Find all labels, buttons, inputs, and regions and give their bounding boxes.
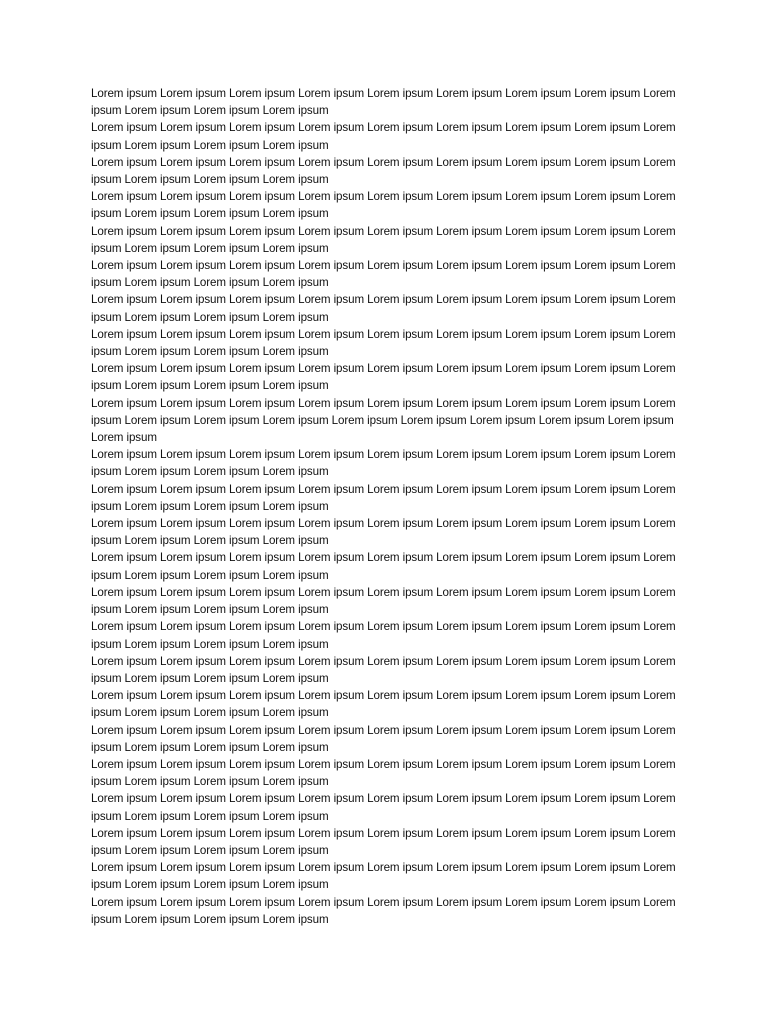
paragraph-18: Lorem ipsum Lorem ipsum Lorem ipsum Lorem ipsum Lorem ipsum Lorem ipsum Lorem ipsum Lorem ipsum Lorem ipsum Lorem ipsum Lorem ipsum Lorem ipsum [91,689,676,720]
paragraph-21: Lorem ipsum Lorem ipsum Lorem ipsum Lorem ipsum Lorem ipsum Lorem ipsum Lorem ipsum Lorem ipsum Lorem ipsum Lorem ipsum Lorem ipsum Lorem ipsum [91,792,676,823]
paragraph-3: Lorem ipsum Lorem ipsum Lorem ipsum Lorem ipsum Lorem ipsum Lorem ipsum Lorem ipsum Lorem ipsum Lorem ipsum Lorem ipsum Lorem ipsum Lorem ipsum [91,155,676,187]
paragraph-15: Lorem ipsum Lorem ipsum Lorem ipsum Lorem ipsum Lorem ipsum Lorem ipsum Lorem ipsum Lorem ipsum Lorem ipsum Lorem ipsum Lorem ipsum Lorem ipsum [91,585,676,617]
paragraph-8: Lorem ipsum Lorem ipsum Lorem ipsum Lorem ipsum Lorem ipsum Lorem ipsum Lorem ipsum Lorem ipsum Lorem ipsum Lorem ipsum Lorem ipsum Lorem ipsum [91,327,676,359]
paragraph-11: Lorem ipsum Lorem ipsum Lorem ipsum Lorem ipsum Lorem ipsum Lorem ipsum Lorem ipsum Lorem ipsum Lorem ipsum Lorem ipsum Lorem ipsum Lorem ipsum [91,448,676,479]
paragraph-7: Lorem ipsum Lorem ipsum Lorem ipsum Lorem ipsum Lorem ipsum Lorem ipsum Lorem ipsum Lorem ipsum Lorem ipsum Lorem ipsum Lorem ipsum Lorem ipsum [91,293,676,324]
paragraph-23: Lorem ipsum Lorem ipsum Lorem ipsum Lorem ipsum Lorem ipsum Lorem ipsum Lorem ipsum Lorem ipsum Lorem ipsum Lorem ipsum Lorem ipsum Lorem ipsum [91,861,676,892]
paragraph-12: Lorem ipsum Lorem ipsum Lorem ipsum Lorem ipsum Lorem ipsum Lorem ipsum Lorem ipsum Lorem ipsum Lorem ipsum Lorem ipsum Lorem ipsum Lorem ipsum [91,482,676,513]
paragraph-19: Lorem ipsum Lorem ipsum Lorem ipsum Lorem ipsum Lorem ipsum Lorem ipsum Lorem ipsum Lorem ipsum Lorem ipsum Lorem ipsum Lorem ipsum Lorem ipsum [91,723,676,754]
paragraph-14: Lorem ipsum Lorem ipsum Lorem ipsum Lorem ipsum Lorem ipsum Lorem ipsum Lorem ipsum Lorem ipsum Lorem ipsum Lorem ipsum Lorem ipsum Lorem ipsum [91,551,676,582]
paragraph-9: Lorem ipsum Lorem ipsum Lorem ipsum Lorem ipsum Lorem ipsum Lorem ipsum Lorem ipsum Lorem ipsum Lorem ipsum Lorem ipsum Lorem ipsum Lorem ipsum [91,362,676,393]
paragraph-6: Lorem ipsum Lorem ipsum Lorem ipsum Lorem ipsum Lorem ipsum Lorem ipsum Lorem ipsum Lorem ipsum Lorem ipsum Lorem ipsum Lorem ipsum Lorem ipsum [91,259,676,290]
paragraph-2: Lorem ipsum Lorem ipsum Lorem ipsum Lorem ipsum Lorem ipsum Lorem ipsum Lorem ipsum Lorem ipsum Lorem ipsum Lorem ipsum Lorem ipsum Lorem ipsum [91,121,676,152]
paragraph-13: Lorem ipsum Lorem ipsum Lorem ipsum Lorem ipsum Lorem ipsum Lorem ipsum Lorem ipsum Lorem ipsum Lorem ipsum Lorem ipsum Lorem ipsum Lorem ipsum [91,517,676,548]
paragraph-24: Lorem ipsum Lorem ipsum Lorem ipsum Lorem ipsum Lorem ipsum Lorem ipsum Lorem ipsum Lorem ipsum Lorem ipsum Lorem ipsum Lorem ipsum Lorem ipsum [91,895,676,926]
paragraph-1: Lorem ipsum Lorem ipsum Lorem ipsum Lorem ipsum Lorem ipsum Lorem ipsum Lorem ipsum Lorem ipsum Lorem ipsum Lorem ipsum Lorem ipsum Lorem ipsum [91,87,676,118]
paragraph-10: Lorem ipsum Lorem ipsum Lorem ipsum Lorem ipsum Lorem ipsum Lorem ipsum Lorem ipsum Lorem ipsum Lorem ipsum Lorem ipsum Lorem ipsum Lorem ipsum Lorem ipsum Lorem ipsum Lorem ipsum Lorem ipsum Lorem ipsum Lorem ipsum [91,396,676,445]
paragraph-4: Lorem ipsum Lorem ipsum Lorem ipsum Lorem ipsum Lorem ipsum Lorem ipsum Lorem ipsum Lorem ipsum Lorem ipsum Lorem ipsum Lorem ipsum Lorem ipsum [91,190,676,221]
paragraph-17: Lorem ipsum Lorem ipsum Lorem ipsum Lorem ipsum Lorem ipsum Lorem ipsum Lorem ipsum Lorem ipsum Lorem ipsum Lorem ipsum Lorem ipsum Lorem ipsum [91,654,676,685]
paragraph-22: Lorem ipsum Lorem ipsum Lorem ipsum Lorem ipsum Lorem ipsum Lorem ipsum Lorem ipsum Lorem ipsum Lorem ipsum Lorem ipsum Lorem ipsum Lorem ipsum [91,826,676,857]
paragraph-16: Lorem ipsum Lorem ipsum Lorem ipsum Lorem ipsum Lorem ipsum Lorem ipsum Lorem ipsum Lorem ipsum Lorem ipsum Lorem ipsum Lorem ipsum Lorem ipsum [91,620,676,651]
document-body [91,85,677,928]
paragraph-5: Lorem ipsum Lorem ipsum Lorem ipsum Lorem ipsum Lorem ipsum Lorem ipsum Lorem ipsum Lorem ipsum Lorem ipsum Lorem ipsum Lorem ipsum Lorem ipsum [91,224,676,255]
paragraph-20: Lorem ipsum Lorem ipsum Lorem ipsum Lorem ipsum Lorem ipsum Lorem ipsum Lorem ipsum Lorem ipsum Lorem ipsum Lorem ipsum Lorem ipsum Lorem ipsum [91,757,676,789]
